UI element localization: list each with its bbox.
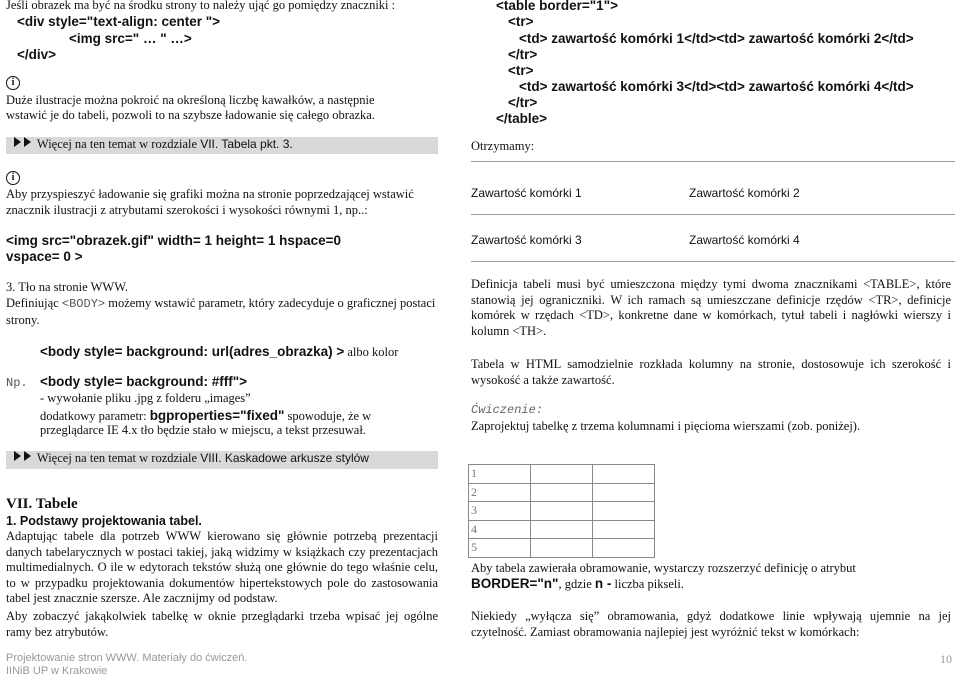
table-cell-3: Zawartość komórki 3 [471, 233, 582, 247]
table-row: 3 [469, 502, 655, 521]
code-td-row2: <td> zawartość komórki 3</td><td> zawartość komórki 4</td> [519, 79, 914, 94]
code-tr2-close: </tr> [508, 95, 538, 110]
bg-text: Definiując <BODY> możemy wstawić parametr, który zadecyduje o graficznej postaci strony. [6, 296, 436, 327]
bg-note1: - wywołanie pliku .jpg z folderu „images” [40, 391, 251, 405]
code-div-open: <div style="text-align: center "> [17, 14, 221, 29]
code-td-row1: <td> zawartość komórki 1</td><td> zawartość komórki 2</td> [519, 31, 914, 46]
last-para: Niekiedy „wyłącza się” obramowania, gdyż dodatkowe linie wpływają ujemnie na jej czytelność. Zamiast obramowania najlepiej jest wyróżnić tekst w komórkach: [471, 609, 951, 639]
np-label: Np. [6, 376, 28, 390]
tip2-code-line1: <img src="obrazek.gif" width= 1 height= 1 hspace=0 [6, 233, 342, 248]
more1-link[interactable]: VII. Tabela pkt. 3. [200, 137, 293, 151]
table-row: 2 [469, 483, 655, 502]
page-number: 10 [940, 652, 952, 666]
para1: Adaptując tabele dla potrzeb WWW kierowano się głównie potrzebą prezentacji danych tabelarycznych w postaci takiej, jaką widzimy w książkach czy prezentacjach multimedialnych. O ile w edytorach tekstów służą one głównie do tego właśnie celu, to w przypadku projektowania dokumentów hipertekstowych pole do zastosowania tabel jest znacznie szersze. Ale zacznijmy od podstaw. [6, 529, 438, 605]
section-title: 1. Podstawy projektowania tabel. [6, 514, 202, 528]
intro-line: Jeśli obrazek ma być na środku strony to należy ująć go pomiędzy znaczniki : [6, 0, 396, 12]
info-icon: i [6, 169, 20, 185]
bg-code1: <body style= background: url(adres_obrazka) > albo kolor [40, 344, 399, 359]
table-row: 5 [469, 539, 655, 558]
code-table-close: </table> [496, 111, 548, 126]
info-icon: i [6, 74, 20, 90]
code-img: <img src=" … " …> [69, 31, 192, 46]
tip2-text: Aby przyspieszyć ładowanie się grafiki można na stronie poprzedzającej wstawić znacznik ilustracji z atrybutami szerokości i wysokości równymi 1, np..: [6, 187, 414, 217]
code-tr1-open: <tr> [508, 14, 534, 29]
arrow-icon [14, 451, 21, 461]
table-rule-top [471, 161, 955, 162]
exercise-label: Ćwiczenie: [471, 403, 544, 417]
arrow-icon [24, 137, 31, 147]
table-cell-2: Zawartość komórki 2 [689, 186, 800, 200]
table-row: 4 [469, 520, 655, 539]
more1-prefix: Więcej na ten temat w rozdziale [36, 137, 201, 151]
more-link-bar-2[interactable] [6, 451, 438, 469]
bg-heading: 3. Tło na stronie WWW. [6, 280, 128, 294]
tip1-line2: wstawić je do tabeli, pozwoli to na szybsze ładowanie się całego obrazka. [6, 108, 375, 122]
def-para: Definicja tabeli musi być umieszczona między tymi dwoma znacznikami <TABLE>, które stanowią jej ograniczniki. W ich ramach są umieszczane definicje rzędów <TR>, definicje komórek w rzędach <TD>, konkretne dane w komórkach, tytuł tabeli i nagłówki wierszy i kolumn <TH>. [471, 277, 951, 338]
chapter-title: VII. Tabele [6, 496, 78, 512]
border-para-line2: BORDER="n", gdzie n - liczba pikseli. [471, 576, 684, 591]
code-tr2-open: <tr> [508, 63, 534, 78]
more2-link[interactable]: VIII. Kaskadowe arkusze stylów [200, 451, 369, 465]
footer-line1: Projektowanie stron WWW. Materiały do ćwiczeń. [6, 652, 248, 664]
code-div-close: </div> [17, 47, 57, 62]
para2: Aby zobaczyć jakąkolwiek tabelkę w oknie przeglądarki trzeba wpisać jej ogólne ramy bez atrybutów. [6, 609, 438, 639]
bg-note2: dodatkowy parametr: bgproperties="fixed" spowoduje, że w [40, 408, 372, 423]
table-row: 1 [469, 465, 655, 484]
table-cell-4: Zawartość komórki 4 [689, 233, 800, 247]
arrow-icon [24, 451, 31, 461]
footer-line2: IINiB UP w Krakowie [6, 665, 108, 674]
result-label: Otrzymamy: [471, 139, 535, 153]
more-link-bar-1[interactable] [6, 137, 438, 154]
auto-para: Tabela w HTML samodzielnie rozkłada kolumny na stronie, dostosowuje ich szerokość i wysokość a także zawartość. [471, 357, 951, 387]
border-para-line1: Aby tabela zawierała obramowanie, wystarczy rozszerzyć definicję o atrybut [471, 561, 856, 575]
code-tr1-close: </tr> [508, 47, 538, 62]
exercise-text: Zaprojektuj tabelkę z trzema kolumnami i pięcioma wierszami (zob. poniżej). [471, 419, 861, 433]
arrow-icon [14, 137, 21, 147]
tip2-code-line2: vspace= 0 > [6, 249, 83, 264]
more2-prefix: Więcej na ten temat w rozdziale [36, 451, 201, 465]
bg-code2: <body style= background: #fff"> [40, 374, 248, 389]
table-cell-1: Zawartość komórki 1 [471, 186, 582, 200]
table-rule-bottom [471, 261, 955, 262]
code-table-open: <table border="1"> [496, 0, 618, 13]
small-table [468, 464, 655, 558]
table-rule-mid [471, 214, 955, 215]
tip1-line1: Duże ilustracje można pokroić na określoną liczbę kawałków, a następnie [6, 93, 375, 107]
bg-note3: przeglądarce IE 4.x tło będzie stało w miejscu, a tekst przesuwał. [40, 423, 366, 437]
